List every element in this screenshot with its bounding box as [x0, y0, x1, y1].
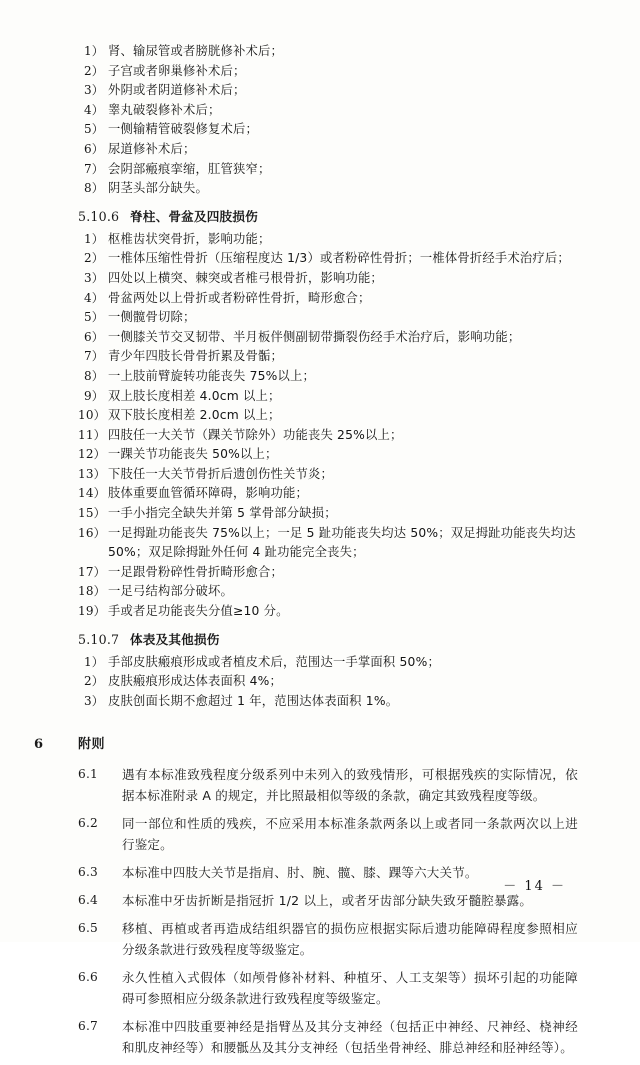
clause-text: 本标准中牙齿折断是指冠折 1/2 以上，或者牙齿部分缺失致牙髓腔暴露。: [122, 893, 533, 909]
list-item-number: 8）: [83, 368, 104, 383]
list-item: [78, 406, 578, 426]
clause-text: 同一部位和性质的残疾，不应采用本标准条款两条以上或者同一条款两次以上进行鉴定。: [122, 816, 578, 853]
clause-text: 移植、再植或者再造成结组织器官的损伤应根据实际后遗功能障碍程度参照相应分级条款进行致残程度等级鉴定。: [122, 921, 578, 958]
list-item-number: 15）: [78, 506, 106, 521]
list-item-number: 7）: [83, 161, 104, 176]
list-item: [78, 140, 578, 160]
list-item: [78, 426, 578, 446]
list-item-number: 3）: [83, 693, 104, 708]
list-item-text: 一上肢前臂旋转功能丧失 75%以上；: [108, 368, 315, 383]
list-item-number: 19）: [78, 604, 106, 619]
list-item-number: 5）: [83, 122, 104, 137]
list-item-text: 骨盆两处以上骨折或者粉碎性骨折，畸形愈合；: [108, 290, 371, 305]
list-item-text: 双下肢长度相差 2.0cm 以上；: [108, 408, 281, 423]
chapter-body: [78, 764, 578, 1058]
list-item-number: 2）: [83, 674, 104, 689]
list-item: [78, 387, 578, 407]
clause: [78, 764, 578, 806]
list-previous-section: [78, 42, 578, 199]
clause-number: 6.1: [78, 767, 98, 782]
list-item-number: 18）: [78, 584, 106, 599]
list-item-number: 2）: [83, 63, 104, 78]
section-heading-5-10-7: [78, 630, 578, 650]
list-item-number: 3）: [83, 270, 104, 285]
list-item-number: 7）: [83, 349, 104, 364]
list-item-number: 6）: [83, 141, 104, 156]
list-item-text: 子宫或者卵巢修补术后；: [108, 63, 246, 78]
list-item-number: 10）: [78, 408, 106, 423]
list-item-number: 6）: [83, 329, 104, 344]
list-item: [78, 81, 578, 101]
section-title: 体表及其他损伤: [130, 631, 220, 647]
list-item-text: 肾、输尿管或者膀胱修补术后；: [108, 44, 283, 58]
clause: [78, 918, 578, 960]
list-item: [78, 653, 578, 673]
page-number: － 14 －: [503, 879, 566, 894]
list-item-text: 外阴或者阴道修补术后；: [108, 83, 246, 98]
list-item-text: 一侧膝关节交叉韧带、半月板伴侧副韧带撕裂伤经手术治疗后，影响功能；: [108, 329, 521, 344]
list-item: [78, 101, 578, 121]
list-item: [78, 672, 578, 692]
list-item-number: 5）: [83, 310, 104, 325]
section-number: 5.10.7: [78, 631, 120, 647]
list-item: [78, 160, 578, 180]
list-item-number: 14）: [78, 486, 106, 501]
list-item: [78, 602, 578, 622]
clause-number: 6.4: [78, 893, 98, 908]
list-skin-and-other: [78, 653, 578, 712]
list-item-text: 青少年四肢长骨骨折累及骨骺；: [108, 349, 283, 364]
clause-text: 永久性植入式假体（如颅骨修补材料、种植牙、人工支架等）损坏引起的功能障碍可参照相应分级条款进行致残程度等级鉴定。: [122, 970, 578, 1007]
list-item-text: 一手小指完全缺失并第 5 掌骨部分缺损；: [108, 506, 337, 521]
chapter-number: 6: [34, 737, 44, 753]
list-item-text: 会阴部瘢痕挛缩，肛管狭窄；: [108, 161, 271, 176]
list-item-text: 阴茎头部分缺失。: [108, 181, 208, 196]
clause: [78, 1016, 578, 1058]
clause-text: 本标准中四肢大关节是指肩、肘、腕、髋、膝、踝等六大关节。: [122, 865, 478, 881]
list-item-number: 13）: [78, 466, 106, 481]
clause-number: 6.3: [78, 865, 98, 880]
list-item-text: 尿道修补术后；: [108, 141, 196, 156]
list-item-text: 四处以上横突、棘突或者椎弓根骨折，影响功能；: [108, 270, 383, 285]
list-item-text: 手或者足功能丧失分值≥10 分。: [108, 604, 289, 619]
section-number: 5.10.6: [78, 208, 120, 224]
list-item-text: 睾丸破裂修补术后；: [108, 102, 221, 117]
list-item-text: 四肢任一大关节（踝关节除外）功能丧失 25%以上；: [108, 427, 403, 442]
list-item: [78, 367, 578, 387]
list-item: [78, 524, 578, 563]
list-item-number: 16）: [78, 525, 106, 540]
list-item-text: 一足拇趾功能丧失 75%以上；一足 5 趾功能丧失均达 50%；双足拇趾功能丧失均达 50%；双足除拇趾外任何 4 趾功能完全丧失；: [108, 525, 576, 560]
list-item-number: 12）: [78, 447, 106, 462]
clause-text: 本标准中四肢重要神经是指臂丛及其分支神经（包括正中神经、尺神经、桡神经和肌皮神经等）和腰骶丛及其分支神经（包括坐骨神经、腓总神经和胫神经等）。: [122, 1019, 578, 1056]
list-item-text: 枢椎齿状突骨折，影响功能；: [108, 231, 271, 246]
clause-number: 6.6: [78, 970, 98, 985]
list-item: [78, 445, 578, 465]
list-item: [78, 328, 578, 348]
list-item: [78, 582, 578, 602]
list-item-number: 11）: [78, 427, 106, 442]
list-item: [78, 563, 578, 583]
list-item-text: 双上肢长度相差 4.0cm 以上；: [108, 388, 281, 403]
section-heading-5-10-6: [78, 207, 578, 227]
list-item: [78, 249, 578, 269]
list-item-number: 8）: [83, 181, 104, 196]
list-item-text: 肢体重要血管循环障碍，影响功能；: [108, 486, 308, 501]
list-item: [78, 484, 578, 504]
clause-number: 6.7: [78, 1019, 98, 1034]
chapter-heading: [34, 733, 578, 753]
clause: [78, 967, 578, 1009]
list-item: [78, 42, 578, 62]
list-item-number: 1）: [83, 44, 104, 58]
list-item: [78, 504, 578, 524]
list-item-text: 一侧输精管破裂修复术后；: [108, 122, 258, 137]
section-title: 脊柱、骨盆及四肢损伤: [130, 208, 258, 224]
list-item-number: 9）: [83, 388, 104, 403]
clause-number: 6.5: [78, 921, 98, 936]
list-item-text: 下肢任一大关节骨折后遗创伤性关节炎；: [108, 466, 333, 481]
list-item: [78, 347, 578, 367]
page-content: [34, 42, 578, 1065]
list-item: [78, 269, 578, 289]
list-item: [78, 308, 578, 328]
clause-text: 遇有本标准致残程度分级系列中未列入的致残情形，可根据残疾的实际情况，依据本标准附录 A 的规定，并比照最相似等级的条款，确定其致残程度等级。: [122, 767, 578, 804]
list-item: [78, 62, 578, 82]
list-item-text: 一足弓结构部分破坏。: [108, 584, 233, 599]
list-item: [78, 289, 578, 309]
list-item-number: 4）: [83, 290, 104, 305]
list-item-text: 一踝关节功能丧失 50%以上；: [108, 447, 278, 462]
list-item-number: 3）: [83, 83, 104, 98]
list-item-number: 2）: [83, 251, 104, 266]
chapter-title: 附则: [78, 737, 106, 753]
list-item-number: 1）: [83, 231, 104, 246]
list-item: [78, 230, 578, 250]
list-item-number: 1）: [83, 654, 104, 669]
list-item: [78, 179, 578, 199]
list-item: [78, 692, 578, 712]
list-item-text: 手部皮肤瘢痕形成或者植皮术后，范围达一手掌面积 50%；: [108, 654, 440, 669]
list-item-text: 一侧髋骨切除；: [108, 310, 196, 325]
list-spine-pelvis-limb: [78, 230, 578, 622]
list-item-text: 皮肤瘢痕形成达体表面积 4%；: [108, 674, 282, 689]
list-item-text: 一足跟骨粉碎性骨折畸形愈合；: [108, 564, 283, 579]
list-item-number: 17）: [78, 564, 106, 579]
clause: [78, 813, 578, 855]
list-item-text: 一椎体压缩性骨折（压缩程度达 1/3）或者粉碎性骨折；一椎体骨折经手术治疗后；: [108, 251, 570, 266]
list-item-text: 皮肤创面长期不愈超过 1 年，范围达体表面积 1%。: [108, 693, 399, 708]
list-item: [78, 465, 578, 485]
list-item: [78, 120, 578, 140]
list-item-number: 4）: [83, 102, 104, 117]
clause-number: 6.2: [78, 816, 98, 831]
